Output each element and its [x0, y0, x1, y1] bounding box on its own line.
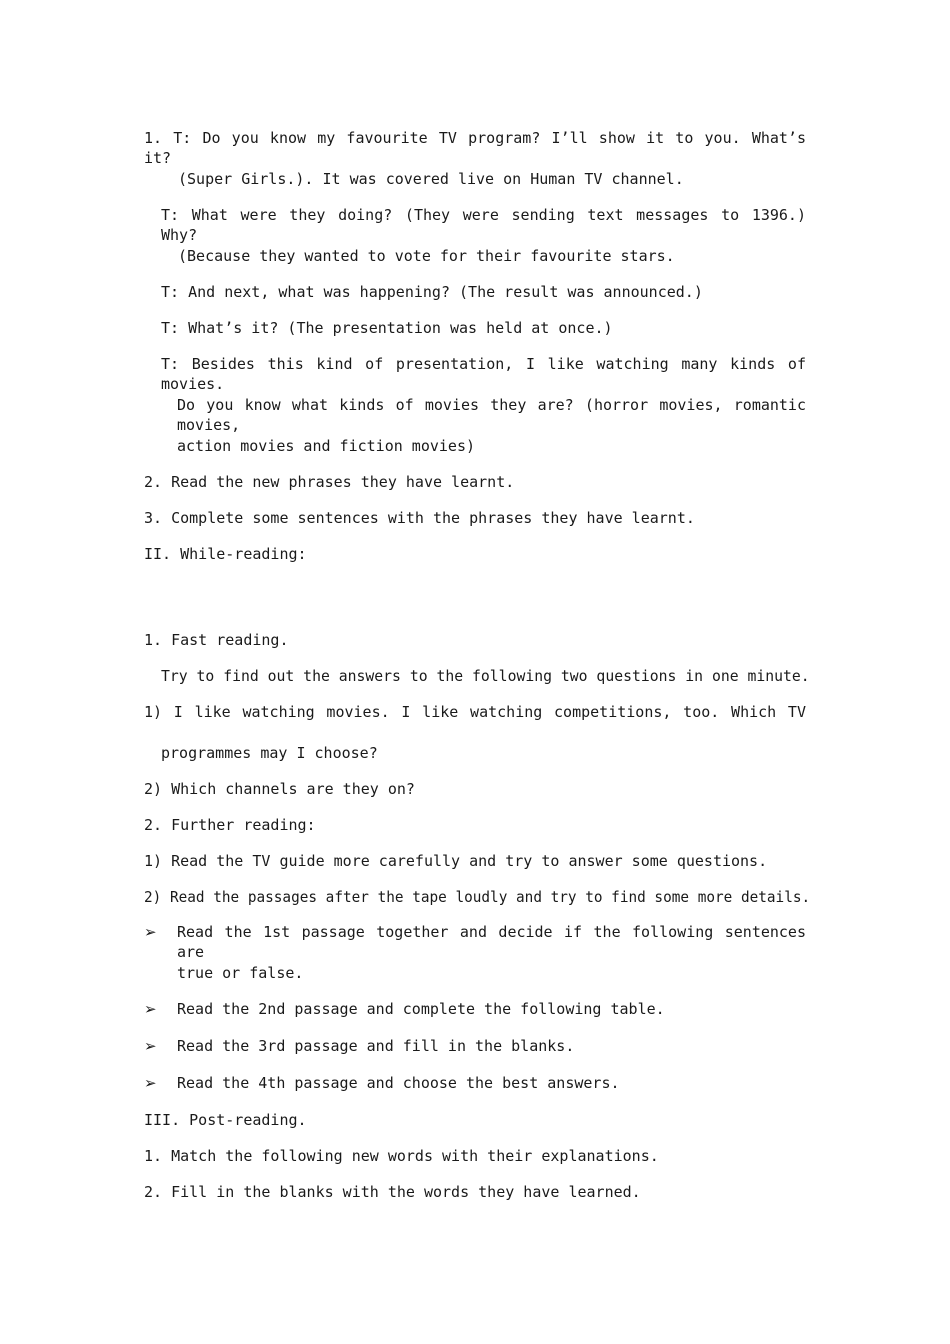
- section-heading: II. While-reading:: [144, 545, 307, 563]
- text-line: Read the 3rd passage and fill in the blanks.: [177, 1037, 575, 1055]
- bullet-arrow-icon: ➢: [144, 923, 157, 941]
- bullet-arrow-icon: ➢: [144, 1000, 157, 1018]
- text-line: T: What were they doing? (They were sending text messages to 1396.) Why?: [161, 206, 806, 244]
- text-line: programmes may I choose?: [161, 744, 378, 762]
- text-line: 2. Read the new phrases they have learnt.: [144, 473, 515, 491]
- text-line: action movies and fiction movies): [177, 437, 476, 455]
- text-line: T: Besides this kind of presentation, I like watching many kinds of movies.: [161, 355, 806, 393]
- text-line: 2) Which channels are they on?: [144, 780, 415, 798]
- text-line: 1. Match the following new words with their explanations.: [144, 1147, 659, 1165]
- text-line: Read the 4th passage and choose the best answers.: [177, 1074, 620, 1092]
- text-line: (Because they wanted to vote for their favourite stars.: [178, 247, 675, 265]
- text-line: 1. T: Do you know my favourite TV program? I’ll show it to you. What’s it?: [144, 129, 806, 167]
- text-line: 3. Complete some sentences with the phrases they have learnt.: [144, 509, 695, 527]
- text-line: Read the 1st passage together and decide if the following sentences are: [177, 923, 806, 961]
- text-line: 1) Read the TV guide more carefully and try to answer some questions.: [144, 852, 768, 870]
- text-line: 2) Read the passages after the tape loudly and try to find some more details.: [144, 888, 811, 906]
- bullet-arrow-icon: ➢: [144, 1074, 157, 1092]
- text-line: T: And next, what was happening? (The result was announced.): [161, 283, 703, 301]
- text-line: Read the 2nd passage and complete the following table.: [177, 1000, 665, 1018]
- text-line: 2. Fill in the blanks with the words they have learned.: [144, 1183, 641, 1201]
- text-line: true or false.: [177, 964, 304, 982]
- text-line: 2. Further reading:: [144, 816, 316, 834]
- text-line: T: What’s it? (The presentation was held at once.): [161, 319, 613, 337]
- text-line: 1) I like watching movies. I like watching competitions, too. Which TV: [144, 703, 806, 721]
- text-line: Try to find out the answers to the following two questions in one minute.: [161, 667, 810, 685]
- text-line: (Super Girls.). It was covered live on Human TV channel.: [178, 170, 684, 188]
- section-heading: III. Post-reading.: [144, 1111, 307, 1129]
- text-line: 1. Fast reading.: [144, 631, 289, 649]
- text-line: Do you know what kinds of movies they are? (horror movies, romantic movies,: [177, 396, 806, 434]
- bullet-arrow-icon: ➢: [144, 1037, 157, 1055]
